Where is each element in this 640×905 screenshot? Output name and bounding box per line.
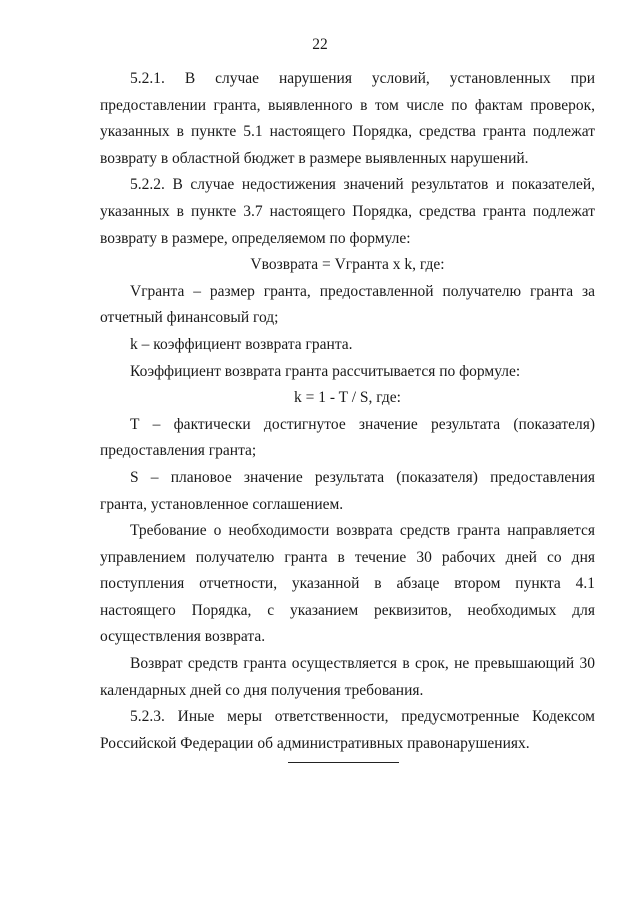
definition-s: S – плановое значение результата (показателя) предоставления гранта, установленное соглашением. <box>100 468 595 513</box>
paragraph-5-2-2: 5.2.2. В случае недостижения значений результатов и показателей, указанных в пункте 3.7 настоящего Порядка, средства гранта подлежат возврату в размере, определяемом по формуле: <box>100 176 595 247</box>
end-divider-line <box>288 762 399 763</box>
formula-coefficient: k = 1 - T / S, где: <box>294 389 401 407</box>
coefficient-intro: Коэффициент возврата гранта рассчитывается по формуле: <box>130 362 521 380</box>
paragraph-return-requirement: Требование о необходимости возврата средств гранта направляется управлением получателю гранта в течение 30 рабочих дней со дня поступления отчетности, указанной в абзаце втором пункта 4.1 настоящего Порядка, с указанием реквизитов, необходимых для осуществления возврата. <box>100 522 595 646</box>
document-body <box>100 66 595 757</box>
formula-return-amount: Vвозврата = Vгранта x k, где: <box>250 256 445 274</box>
definition-k: k – коэффициент возврата гранта. <box>130 335 353 353</box>
paragraph-5-2-3: 5.2.3. Иные меры ответственности, предусмотренные Кодексом Российской Федерации об административных правонарушениях. <box>100 708 595 752</box>
definition-t: Т – фактически достигнутое значение результата (показателя) предоставления гранта; <box>100 415 595 460</box>
page-number: 22 <box>312 36 328 53</box>
paragraph-return-term: Возврат средств гранта осуществляется в срок, не превышающий 30 календарных дней со дня получения требования. <box>100 655 595 699</box>
paragraph-5-2-1: 5.2.1. В случае нарушения условий, установленных при предоставлении гранта, выявленного в том числе по фактам проверок, указанных в пункте 5.1 настоящего Порядка, средства гранта подлежат возврату в областной бюджет в размере выявленных нарушений. <box>100 70 595 167</box>
definition-grant-size: Vгранта – размер гранта, предоставленной получателю гранта за отчетный финансовый год; <box>100 282 595 327</box>
